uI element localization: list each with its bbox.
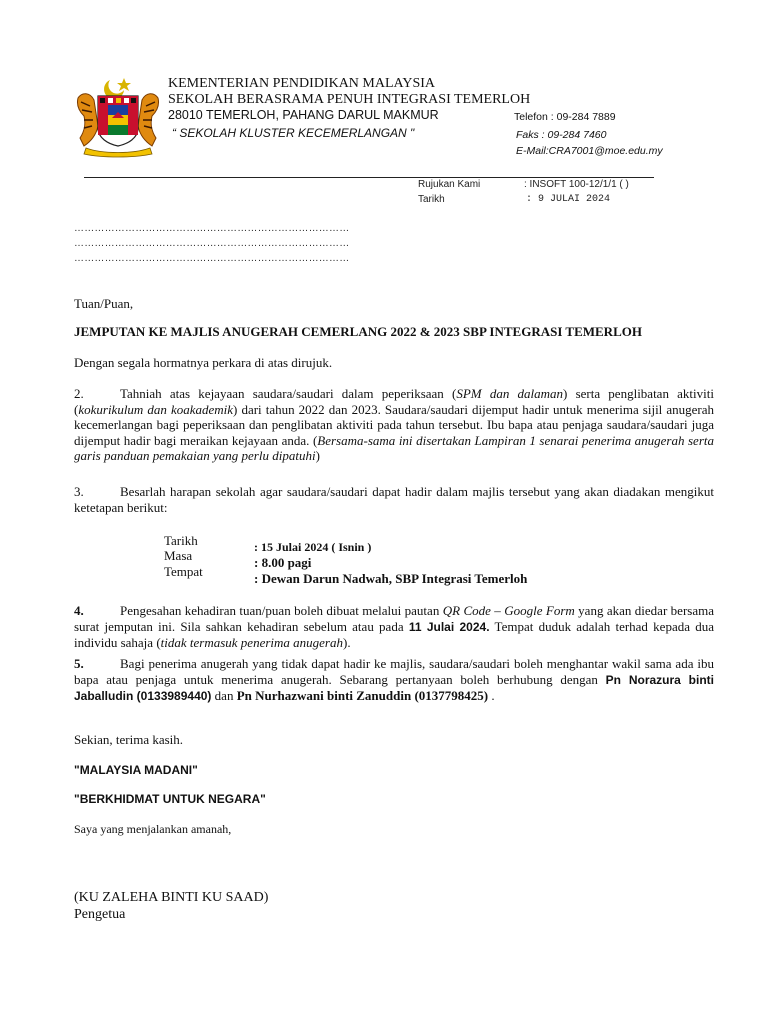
schedule-label-masa: Masa (164, 548, 193, 563)
header-divider (84, 177, 654, 178)
closing-amanah: Saya yang menjalankan amanah, (74, 822, 232, 836)
motto-malaysia-madani: "MALAYSIA MADANI" (74, 763, 198, 777)
closing-thanks: Sekian, terima kasih. (74, 732, 184, 747)
signatory-position: Pengetua (74, 907, 126, 922)
date-label: Tarikh (418, 194, 445, 205)
salutation: Tuan/Puan, (74, 296, 134, 311)
fax-number: Faks : 09-284 7460 (516, 129, 607, 141)
school-address: 28010 TEMERLOH, PAHANG DARUL MAKMUR (168, 108, 439, 122)
reference-value: : INSOFT 100-12/1/1 ( ) (524, 179, 629, 190)
schedule-masa-value: : 8.00 pagi (254, 555, 312, 570)
letter-title: JEMPUTAN KE MAJLIS ANUGERAH CEMERLANG 2022 & 2023 SBP INTEGRASI TEMERLOH (74, 324, 642, 339)
paragraph-number: 4. (74, 603, 84, 618)
schedule-label-tarikh: Tarikh (164, 533, 198, 548)
paragraph-4: 4. Pengesahan kehadiran tuan/puan boleh dibuat melalui pautan QR Code – Google Form yang akan diedar bersama surat jemputan ini. Sila sahkan kehadiran sebelum atau pada 11 Julai 2024. Tempat duduk adalah terhad kepada dua individu sahaja (tidak termasuk penerima anugerah). (74, 603, 714, 650)
paragraph-number: 3. (74, 484, 84, 499)
schedule-tarikh-value: : 15 Julai 2024 ( Isnin ) (254, 540, 372, 554)
schedule-label-tempat: Tempat (164, 564, 203, 579)
address-line-3: ……………………………………………………………………… (74, 253, 350, 264)
paragraph-5: 5. Bagi penerima anugerah yang tidak dapat hadir ke majlis, saudara/saudari boleh menghantar wakil sama ada ibu bapa atau penjaga untuk menerima anugerah. Sebarang pertanyaan boleh berhubung dengan Pn Norazura binti Jaballudin (0133989440) dan Pn Nurhazwani binti Zanuddin (0137798425) . (74, 656, 714, 703)
paragraph-number: 5. (74, 656, 84, 671)
paragraph-2: 2. Tahniah atas kejayaan saudara/saudari dalam peperiksaan (SPM dan dalaman) serta penglibatan aktiviti (kokurikulum dan koakademik) dari tahun 2022 dan 2023. Saudara/saudari dijemput hadir untuk menerima sijil anugerah kecemerlangan bagi peperiksaan dan penglibatan aktiviti pada tahun tersebut. Ibu bapa atau penjaga saudara/saudari juga dijemput hadir bagi meraikan kejayaan anda. (Bersama-sama ini disertakan Lampiran 1 senarai penerima anugerah serta garis panduan pemakaian yang perlu dipatuhi) (74, 386, 715, 463)
school-tagline: “ SEKOLAH KLUSTER KECEMERLANGAN " (172, 126, 415, 140)
coat-of-arms-logo (72, 76, 164, 158)
email-address: E-Mail:CRA7001@moe.edu.my (516, 145, 663, 157)
school-name: SEKOLAH BERASRAMA PENUH INTEGRASI TEMERLOH (168, 92, 531, 107)
phone-number: Telefon : 09-284 7889 (514, 111, 616, 123)
signatory-name: (KU ZALEHA BINTI KU SAAD) (74, 890, 269, 905)
paragraph-number: 2. (74, 386, 84, 401)
ministry-name: KEMENTERIAN PENDIDIKAN MALAYSIA (168, 76, 436, 91)
reference-label: Rujukan Kami (418, 179, 481, 190)
paragraph-3: 3. Besarlah harapan sekolah agar saudara/saudari dapat hadir dalam majlis tersebut yang akan diadakan mengikut ketetapan berikut: (74, 484, 714, 515)
motto-berkhidmat: "BERKHIDMAT UNTUK NEGARA" (74, 792, 266, 806)
address-line-2: ……………………………………………………………………… (74, 238, 350, 249)
opening-line: Dengan segala hormatnya perkara di atas dirujuk. (74, 355, 333, 370)
address-line-1: ……………………………………………………………………… (74, 223, 350, 234)
date-value: : 9 JULAI 2024 (526, 194, 611, 205)
schedule-tempat-value: : Dewan Darun Nadwah, SBP Integrasi Temerloh (254, 571, 528, 586)
